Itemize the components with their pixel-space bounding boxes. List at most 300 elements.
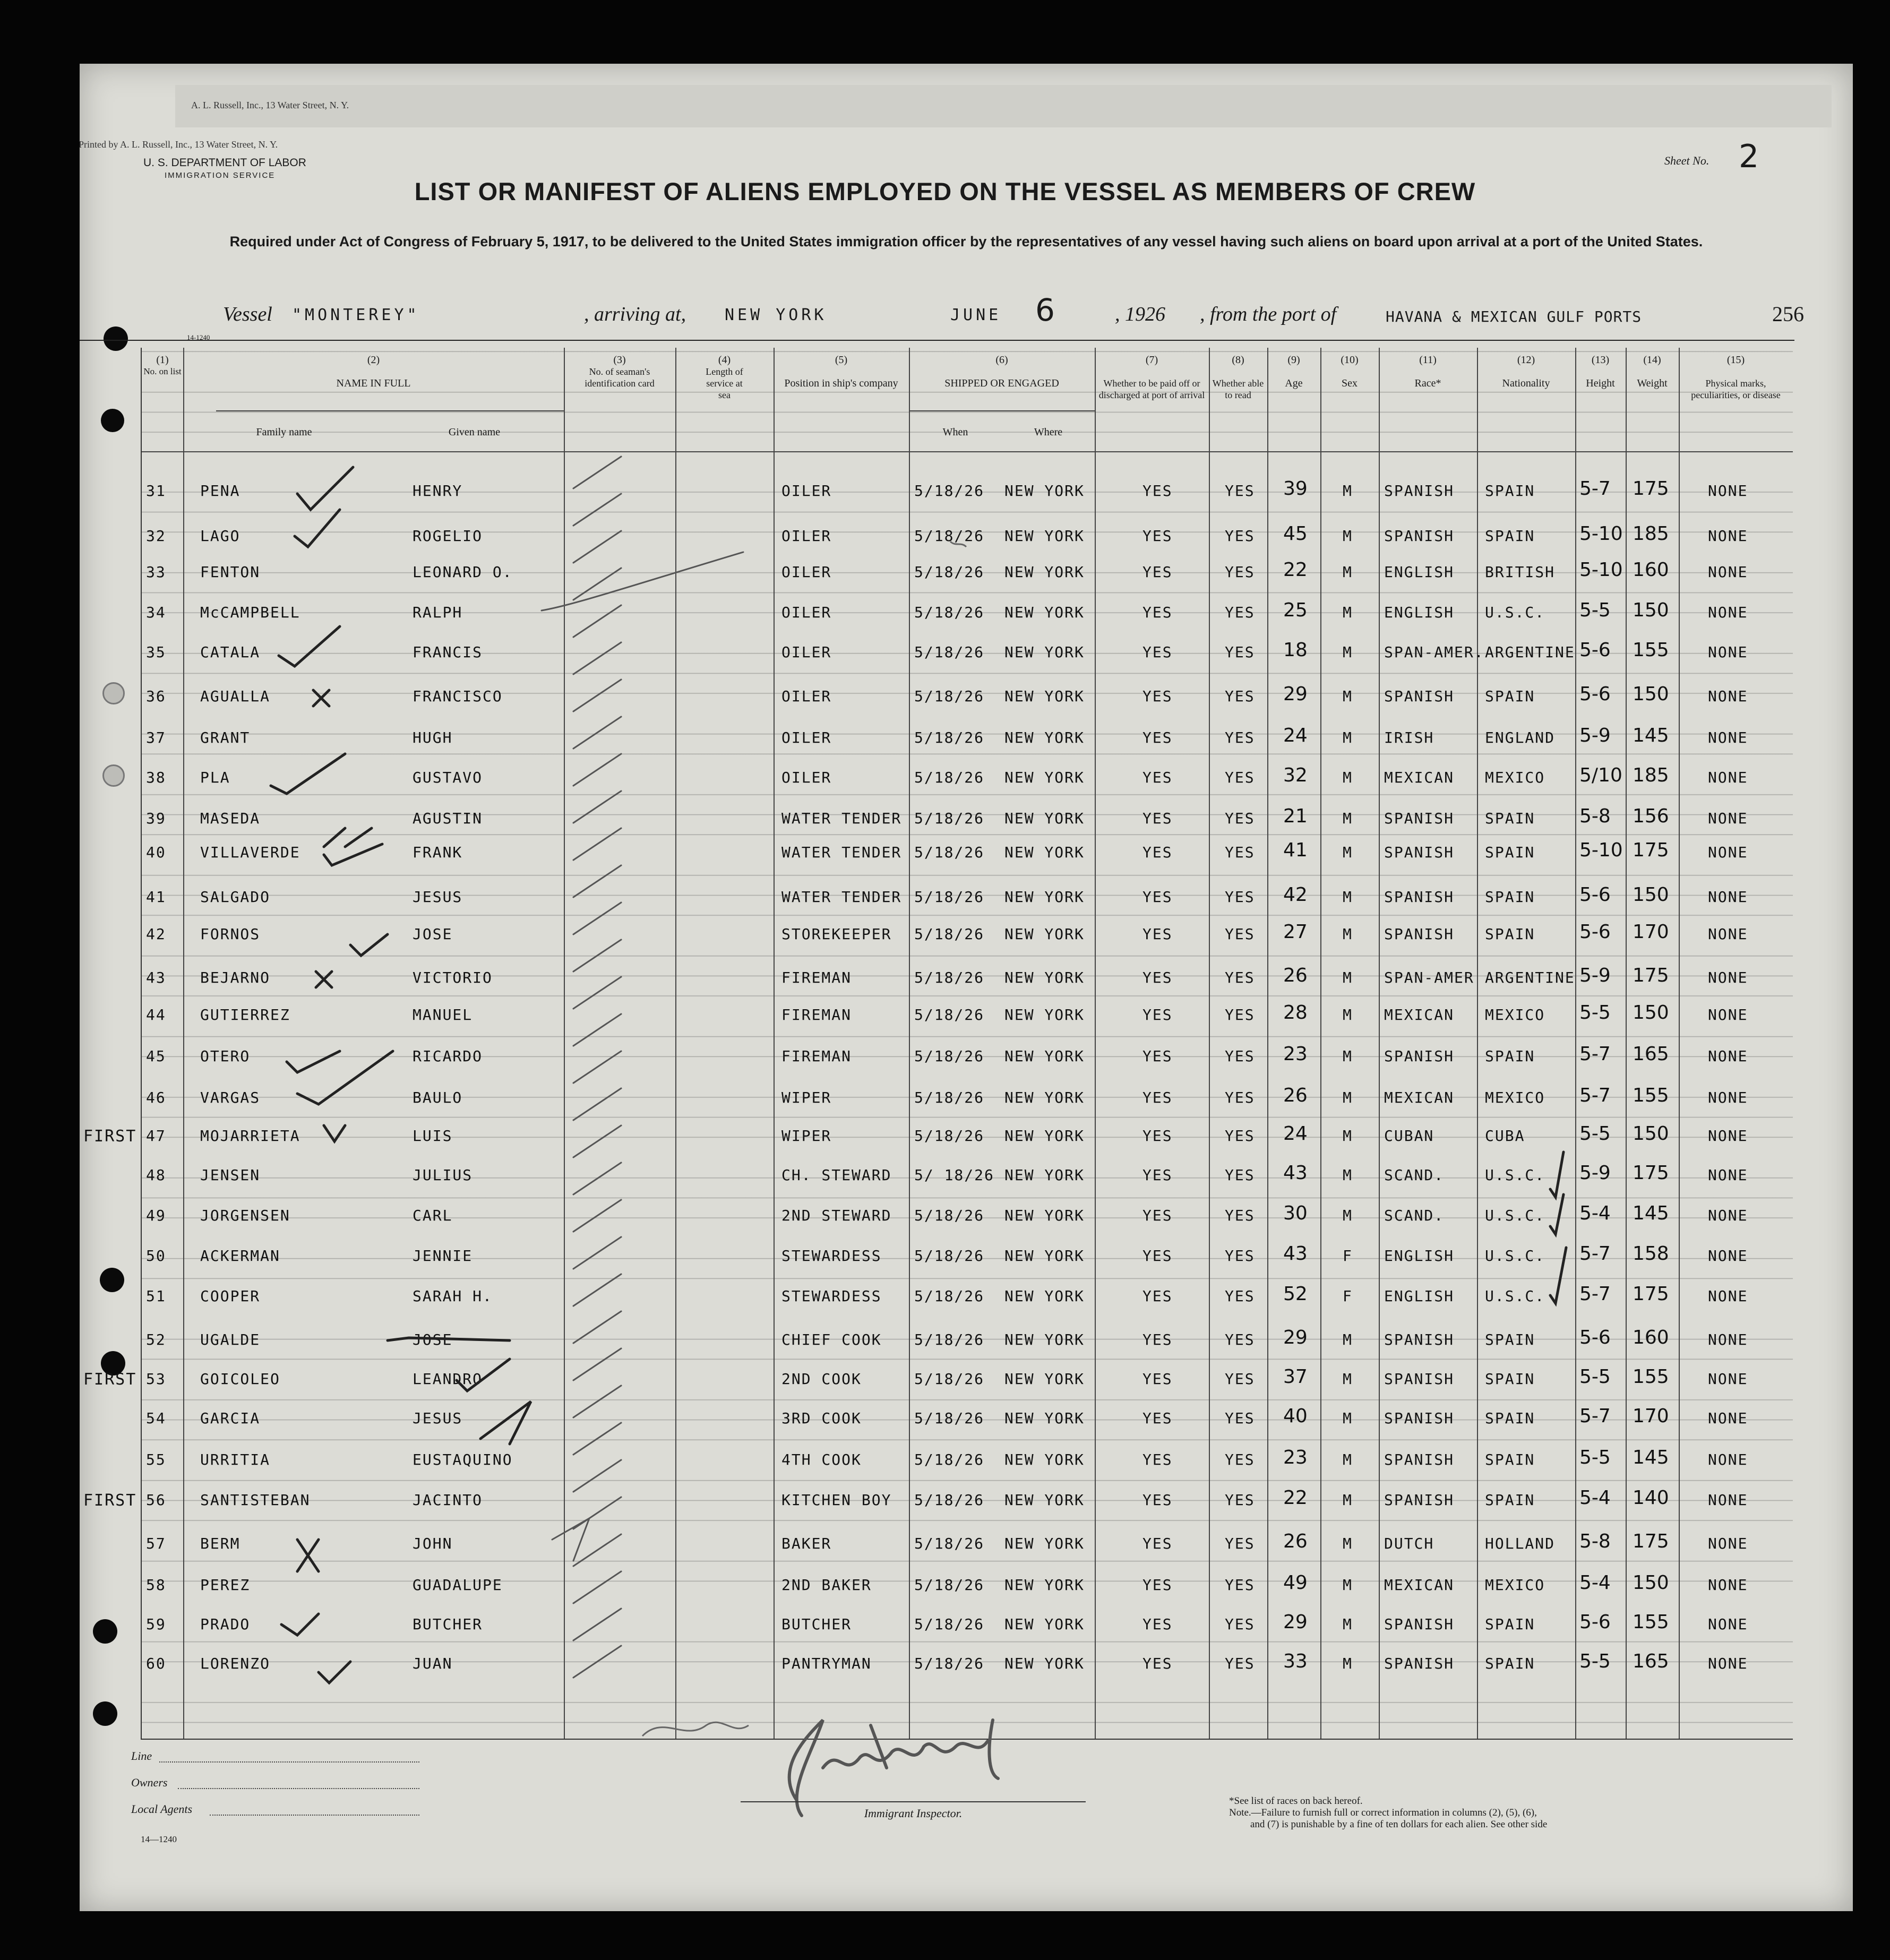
cell-given: CARL xyxy=(413,1207,453,1224)
cell-when: 5/18/26 xyxy=(914,604,985,621)
cell-family: LAGO xyxy=(200,527,240,545)
cell-nat: SPAIN xyxy=(1485,527,1535,545)
cell-num: 48 xyxy=(146,1166,166,1184)
cell-read: YES xyxy=(1225,643,1255,661)
table-row xyxy=(142,1202,1793,1239)
cell-height: 5-4 xyxy=(1579,1487,1611,1509)
cell-num: 49 xyxy=(146,1207,166,1224)
cell-position: BUTCHER xyxy=(781,1615,852,1633)
cell-height: 5-4 xyxy=(1579,1572,1611,1594)
table-row xyxy=(142,764,1793,801)
cell-family: GARCIA xyxy=(200,1409,261,1427)
cell-where: NEW YORK xyxy=(1004,643,1085,661)
cell-given: GUADALUPE xyxy=(413,1576,503,1594)
cell-paid: YES xyxy=(1142,1287,1173,1305)
cell-marks: NONE xyxy=(1708,769,1748,786)
col12-header: (12) Nationality xyxy=(1502,354,1550,389)
cell-paid: YES xyxy=(1142,1006,1173,1024)
col2-header: (2) NAME IN FULL xyxy=(336,354,411,389)
cell-marks: NONE xyxy=(1708,729,1748,746)
cell-race: SPANISH xyxy=(1384,925,1455,943)
table-row xyxy=(142,599,1793,635)
when-header: When xyxy=(942,426,968,438)
cell-race: IRISH xyxy=(1384,729,1434,746)
cell-age: 26 xyxy=(1283,965,1308,986)
cell-marks: NONE xyxy=(1708,1047,1748,1065)
cell-nat: U.S.C. xyxy=(1485,1247,1545,1265)
cell-age: 52 xyxy=(1283,1283,1308,1305)
cell-race: MEXICAN xyxy=(1384,1576,1455,1594)
cell-nat: MEXICO xyxy=(1485,1576,1545,1594)
cell-nat: SPAIN xyxy=(1485,1047,1535,1065)
cell-age: 40 xyxy=(1283,1405,1308,1427)
cell-read: YES xyxy=(1225,1331,1255,1348)
cell-height: 5-8 xyxy=(1579,1531,1611,1552)
table-row xyxy=(142,478,1793,514)
immigrant-inspector-label: Immigrant Inspector. xyxy=(741,1801,1086,1820)
table-row xyxy=(142,965,1793,1001)
cell-given: FRANK xyxy=(413,844,463,861)
cell-age: 29 xyxy=(1283,683,1308,705)
cell-where: NEW YORK xyxy=(1004,604,1085,621)
arriving-port: NEW YORK xyxy=(725,306,827,324)
cell-marks: NONE xyxy=(1708,888,1748,906)
cell-marks: NONE xyxy=(1708,1287,1748,1305)
punch-hole xyxy=(93,1619,117,1644)
row-annotation: FIRST xyxy=(83,1127,137,1146)
cell-sex: M xyxy=(1343,604,1353,621)
cell-given: MANUEL xyxy=(413,1006,473,1024)
cell-when: 5/18/26 xyxy=(914,1655,985,1672)
cell-marks: NONE xyxy=(1708,1615,1748,1633)
cell-given: VICTORIO xyxy=(413,969,493,986)
cell-where: NEW YORK xyxy=(1004,1207,1085,1224)
cell-paid: YES xyxy=(1142,769,1173,786)
cell-read: YES xyxy=(1225,1409,1255,1427)
cell-nat: SPAIN xyxy=(1485,1370,1535,1388)
cell-nat: ARGENTINE xyxy=(1485,643,1575,661)
cell-weight: 158 xyxy=(1633,1243,1669,1265)
cell-marks: NONE xyxy=(1708,1331,1748,1348)
col14-header: (14) Weight xyxy=(1637,354,1668,389)
cell-where: NEW YORK xyxy=(1004,1331,1085,1348)
cell-given: LEONARD O. xyxy=(413,563,513,581)
cell-family: VILLAVERDE xyxy=(200,844,300,861)
cell-when: 5/18/26 xyxy=(914,1615,985,1633)
cell-family: BEJARNO xyxy=(200,969,271,986)
cell-paid: YES xyxy=(1142,563,1173,581)
cell-family: AGUALLA xyxy=(200,687,271,705)
cell-race: MEXICAN xyxy=(1384,769,1455,786)
cell-sex: M xyxy=(1343,969,1353,986)
cell-nat: SPAIN xyxy=(1485,687,1535,705)
cell-marks: NONE xyxy=(1708,1451,1748,1468)
sheet-number xyxy=(1664,138,1759,175)
col9-header: (9) Age xyxy=(1285,354,1303,389)
cell-height: 5-6 xyxy=(1579,1611,1611,1633)
cell-weight: 175 xyxy=(1633,1531,1669,1552)
cell-race: DUTCH xyxy=(1384,1535,1434,1552)
cell-sex: M xyxy=(1343,1127,1353,1145)
cell-sex: M xyxy=(1343,1207,1353,1224)
cell-num: 35 xyxy=(146,643,166,661)
local-agents-field xyxy=(210,1815,419,1816)
cell-position: PANTRYMAN xyxy=(781,1655,872,1672)
manifest-table xyxy=(83,348,1793,1740)
cell-when: 5/18/26 xyxy=(914,1451,985,1468)
cell-num: 31 xyxy=(146,482,166,500)
cell-family: COOPER xyxy=(200,1287,261,1305)
cell-position: FIREMAN xyxy=(781,1006,852,1024)
cell-weight: 150 xyxy=(1633,1572,1669,1594)
cell-read: YES xyxy=(1225,527,1255,545)
cell-age: 30 xyxy=(1283,1202,1308,1224)
cell-nat: U.S.C. xyxy=(1485,1287,1545,1305)
cell-weight: 160 xyxy=(1633,559,1669,581)
cell-read: YES xyxy=(1225,729,1255,746)
cell-weight: 175 xyxy=(1633,1162,1669,1184)
cell-weight: 185 xyxy=(1633,764,1669,786)
cell-age: 18 xyxy=(1283,639,1308,661)
col1-header: (1) No. on list xyxy=(143,354,182,376)
cell-paid: YES xyxy=(1142,482,1173,500)
cell-where: NEW YORK xyxy=(1004,1127,1085,1145)
cell-num: 44 xyxy=(146,1006,166,1024)
cell-marks: NONE xyxy=(1708,1089,1748,1106)
cell-read: YES xyxy=(1225,1207,1255,1224)
cell-nat: SPAIN xyxy=(1485,925,1535,943)
cell-race: SPAN-AMER xyxy=(1384,969,1474,986)
cell-sex: M xyxy=(1343,769,1353,786)
cell-race: MEXICAN xyxy=(1384,1006,1455,1024)
cell-read: YES xyxy=(1225,687,1255,705)
table-row xyxy=(142,639,1793,675)
cell-sex: M xyxy=(1343,563,1353,581)
cell-read: YES xyxy=(1225,769,1255,786)
cell-where: NEW YORK xyxy=(1004,844,1085,861)
cell-marks: NONE xyxy=(1708,969,1748,986)
cell-num: 34 xyxy=(146,604,166,621)
cell-family: GRANT xyxy=(200,729,251,746)
cell-position: 3RD COOK xyxy=(781,1409,862,1427)
cell-num: 58 xyxy=(146,1576,166,1594)
cell-race: SPANISH xyxy=(1384,527,1455,545)
cell-read: YES xyxy=(1225,1370,1255,1388)
cell-when: 5/18/26 xyxy=(914,1287,985,1305)
table-row xyxy=(83,1123,1793,1159)
cell-given: JULIUS xyxy=(413,1166,473,1184)
cell-position: STEWARDESS xyxy=(781,1247,882,1265)
cell-position: OILER xyxy=(781,769,832,786)
cell-weight: 175 xyxy=(1633,965,1669,986)
cell-sex: M xyxy=(1343,1006,1353,1024)
cell-height: 5-6 xyxy=(1579,921,1611,943)
cell-where: NEW YORK xyxy=(1004,1247,1085,1265)
cell-where: NEW YORK xyxy=(1004,1047,1085,1065)
cell-paid: YES xyxy=(1142,810,1173,827)
cell-family: ACKERMAN xyxy=(200,1247,280,1265)
cell-paid: YES xyxy=(1142,1535,1173,1552)
cell-marks: NONE xyxy=(1708,527,1748,545)
cell-paid: YES xyxy=(1142,925,1173,943)
cell-race: ENGLISH xyxy=(1384,563,1455,581)
cell-sex: M xyxy=(1343,1047,1353,1065)
cell-read: YES xyxy=(1225,1615,1255,1633)
table-row xyxy=(142,1611,1793,1647)
cell-weight: 165 xyxy=(1633,1650,1669,1672)
cell-nat: SPAIN xyxy=(1485,482,1535,500)
cell-race: SPANISH xyxy=(1384,810,1455,827)
cell-where: NEW YORK xyxy=(1004,888,1085,906)
cell-nat: U.S.C. xyxy=(1485,1166,1545,1184)
cell-num: 43 xyxy=(146,969,166,986)
cell-num: 39 xyxy=(146,810,166,827)
cell-age: 41 xyxy=(1283,839,1308,861)
cell-nat: SPAIN xyxy=(1485,844,1535,861)
table-row xyxy=(142,1531,1793,1567)
cell-when: 5/18/26 xyxy=(914,1207,985,1224)
cell-race: SPANISH xyxy=(1384,1491,1455,1509)
cell-nat: SPAIN xyxy=(1485,1491,1535,1509)
cell-weight: 150 xyxy=(1633,884,1669,906)
local-agents-label: Local Agents xyxy=(131,1802,193,1816)
row-annotation: FIRST xyxy=(83,1491,137,1510)
header-bottom-rule xyxy=(142,451,1793,452)
cell-paid: YES xyxy=(1142,1409,1173,1427)
cell-given: JESUS xyxy=(413,888,463,906)
table-row xyxy=(142,1447,1793,1483)
punch-hole xyxy=(102,682,125,704)
cell-height: 5-5 xyxy=(1579,1366,1611,1388)
cell-marks: NONE xyxy=(1708,563,1748,581)
cell-where: NEW YORK xyxy=(1004,769,1085,786)
cell-family: FENTON xyxy=(200,563,261,581)
cell-family: URRITIA xyxy=(200,1451,271,1468)
cell-when: 5/18/26 xyxy=(914,1535,985,1552)
table-row xyxy=(142,683,1793,719)
cell-where: NEW YORK xyxy=(1004,1535,1085,1552)
col6-header: (6) SHIPPED OR ENGAGED xyxy=(944,354,1059,389)
cell-position: STOREKEEPER xyxy=(781,925,892,943)
cell-where: NEW YORK xyxy=(1004,1655,1085,1672)
cell-weight: 145 xyxy=(1633,725,1669,746)
cell-read: YES xyxy=(1225,1655,1255,1672)
cell-family: PEREZ xyxy=(200,1576,251,1594)
where-header: Where xyxy=(1034,426,1063,438)
cell-given: JOHN xyxy=(413,1535,453,1552)
cell-read: YES xyxy=(1225,844,1255,861)
row-annotation: FIRST xyxy=(83,1370,137,1389)
cell-marks: NONE xyxy=(1708,1247,1748,1265)
cell-sex: M xyxy=(1343,1166,1353,1184)
line-field xyxy=(159,1761,419,1763)
cell-position: OILER xyxy=(781,604,832,621)
cell-age: 28 xyxy=(1283,1002,1308,1024)
cell-paid: YES xyxy=(1142,1615,1173,1633)
cell-height: 5/10 xyxy=(1579,764,1622,786)
cell-paid: YES xyxy=(1142,1576,1173,1594)
col5-header: (5) Position in ship's company xyxy=(784,354,898,389)
col3-header: (3) No. of seaman's identification card xyxy=(585,354,655,389)
cell-given: BUTCHER xyxy=(413,1615,483,1633)
cell-paid: YES xyxy=(1142,1089,1173,1106)
family-name-header: Family name xyxy=(256,426,312,438)
cell-family: McCAMPBELL xyxy=(200,604,300,621)
cell-weight: 170 xyxy=(1633,921,1669,943)
cell-given: EUSTAQUINO xyxy=(413,1451,513,1468)
cell-sex: M xyxy=(1343,729,1353,746)
cell-nat: SPAIN xyxy=(1485,1615,1535,1633)
cell-weight: 155 xyxy=(1633,639,1669,661)
cell-given: JUAN xyxy=(413,1655,453,1672)
cell-where: NEW YORK xyxy=(1004,687,1085,705)
cell-read: YES xyxy=(1225,1247,1255,1265)
cell-position: OILER xyxy=(781,729,832,746)
cell-when: 5/18/26 xyxy=(914,925,985,943)
cell-age: 22 xyxy=(1283,559,1308,581)
cell-nat: U.S.C. xyxy=(1485,604,1545,621)
cell-marks: NONE xyxy=(1708,1127,1748,1145)
cell-marks: NONE xyxy=(1708,1207,1748,1224)
cell-weight: 140 xyxy=(1633,1487,1669,1509)
cell-position: OILER xyxy=(781,687,832,705)
cell-given: LUIS xyxy=(413,1127,453,1145)
cell-when: 5/18/26 xyxy=(914,844,985,861)
cell-race: SPANISH xyxy=(1384,1370,1455,1388)
cell-marks: NONE xyxy=(1708,482,1748,500)
cell-where: NEW YORK xyxy=(1004,1451,1085,1468)
cell-when: 5/18/26 xyxy=(914,769,985,786)
cell-marks: NONE xyxy=(1708,1491,1748,1509)
cell-age: 21 xyxy=(1283,805,1308,827)
cell-height: 5-10 xyxy=(1579,523,1623,545)
owners-label: Owners xyxy=(131,1776,168,1789)
cell-when: 5/18/26 xyxy=(914,1047,985,1065)
table-row xyxy=(142,1162,1793,1198)
cell-when: 5/18/26 xyxy=(914,729,985,746)
cell-weight: 156 xyxy=(1633,805,1669,827)
cell-num: 56 xyxy=(146,1491,166,1509)
cell-position: 4TH COOK xyxy=(781,1451,862,1468)
cell-family: OTERO xyxy=(200,1047,251,1065)
cell-nat: HOLLAND xyxy=(1485,1535,1556,1552)
cell-when: 5/18/26 xyxy=(914,1409,985,1427)
cell-where: NEW YORK xyxy=(1004,1287,1085,1305)
table-row xyxy=(142,523,1793,559)
cell-paid: YES xyxy=(1142,1451,1173,1468)
cell-weight: 155 xyxy=(1633,1611,1669,1633)
cell-race: SPANISH xyxy=(1384,1615,1455,1633)
table-row xyxy=(142,559,1793,595)
cell-race: SPANISH xyxy=(1384,844,1455,861)
col8-header: (8) Whether able to read xyxy=(1212,354,1264,400)
service-name: IMMIGRATION SERVICE xyxy=(165,171,276,180)
table-row xyxy=(142,839,1793,875)
underlying-sheet-edge xyxy=(175,85,1832,127)
owners-field xyxy=(178,1788,419,1789)
cell-given: SARAH H. xyxy=(413,1287,493,1305)
cell-age: 49 xyxy=(1283,1572,1308,1594)
cell-age: 45 xyxy=(1283,523,1308,545)
cell-num: 59 xyxy=(146,1615,166,1633)
cell-position: WATER TENDER xyxy=(781,844,902,861)
cell-read: YES xyxy=(1225,563,1255,581)
footnote-penalty: Note.—Failure to furnish full or correct information in columns (2), (5), (6), xyxy=(1229,1807,1537,1818)
cell-age: 29 xyxy=(1283,1611,1308,1633)
cell-weight: 150 xyxy=(1633,683,1669,705)
cell-sex: M xyxy=(1343,925,1353,943)
cell-paid: YES xyxy=(1142,1655,1173,1672)
footnote xyxy=(1229,1795,1691,1830)
footnote-penalty-cont: and (7) is punishable by a fine of ten dollars for each alien. See other side xyxy=(1250,1819,1548,1830)
cell-position: OILER xyxy=(781,643,832,661)
cell-family: FORNOS xyxy=(200,925,261,943)
cell-nat: ENGLAND xyxy=(1485,729,1556,746)
cell-sex: M xyxy=(1343,1655,1353,1672)
cell-nat: SPAIN xyxy=(1485,1451,1535,1468)
col11-header: (11) Race* xyxy=(1414,354,1441,389)
cell-sex: M xyxy=(1343,527,1353,545)
cell-height: 5-5 xyxy=(1579,1447,1611,1468)
from-port-label: , from the port of xyxy=(1200,303,1337,325)
cell-sex: M xyxy=(1343,1451,1353,1468)
header-rule xyxy=(80,340,1794,341)
cell-position: 2ND STEWARD xyxy=(781,1207,892,1224)
col13-header: (13) Height xyxy=(1586,354,1615,389)
name-subheader-rule xyxy=(216,410,564,411)
cell-height: 5-7 xyxy=(1579,1243,1611,1265)
cell-where: NEW YORK xyxy=(1004,729,1085,746)
line-label: Line xyxy=(131,1749,152,1763)
arrival-month: JUNE xyxy=(950,306,1002,324)
cell-race: MEXICAN xyxy=(1384,1089,1455,1106)
table-row xyxy=(142,725,1793,761)
cell-marks: NONE xyxy=(1708,1166,1748,1184)
cell-sex: M xyxy=(1343,888,1353,906)
cell-where: NEW YORK xyxy=(1004,1409,1085,1427)
cell-read: YES xyxy=(1225,1491,1255,1509)
cell-given: LEANDRO xyxy=(413,1370,483,1388)
department-name: U. S. DEPARTMENT OF LABOR xyxy=(143,157,306,169)
cell-marks: NONE xyxy=(1708,604,1748,621)
punch-hole xyxy=(102,764,125,787)
cell-paid: YES xyxy=(1142,1331,1173,1348)
cell-family: MOJARRIETA xyxy=(200,1127,300,1145)
cell-sex: M xyxy=(1343,1576,1353,1594)
cell-where: NEW YORK xyxy=(1004,969,1085,986)
cell-marks: NONE xyxy=(1708,687,1748,705)
cell-sex: F xyxy=(1343,1287,1353,1305)
cell-age: 37 xyxy=(1283,1366,1308,1388)
cell-sex: M xyxy=(1343,687,1353,705)
cell-nat: SPAIN xyxy=(1485,1331,1535,1348)
cell-family: BERM xyxy=(200,1535,240,1552)
cell-family: UGALDE xyxy=(200,1331,261,1348)
cell-age: 33 xyxy=(1283,1650,1308,1672)
cell-where: NEW YORK xyxy=(1004,1089,1085,1106)
cell-family: PRADO xyxy=(200,1615,251,1633)
cell-when: 5/18/26 xyxy=(914,1576,985,1594)
arriving-label: , arriving at, xyxy=(584,303,686,325)
cell-when: 5/ 18/26 xyxy=(914,1166,994,1184)
cell-race: SCAND. xyxy=(1384,1166,1445,1184)
cell-position: WATER TENDER xyxy=(781,888,902,906)
cell-num: 38 xyxy=(146,769,166,786)
printer-imprint: A. L. Russell, Inc., 13 Water Street, N. Y. xyxy=(191,100,349,110)
cell-read: YES xyxy=(1225,1576,1255,1594)
given-name-header: Given name xyxy=(448,426,501,438)
cell-race: SPAN-AMER. xyxy=(1384,643,1484,661)
